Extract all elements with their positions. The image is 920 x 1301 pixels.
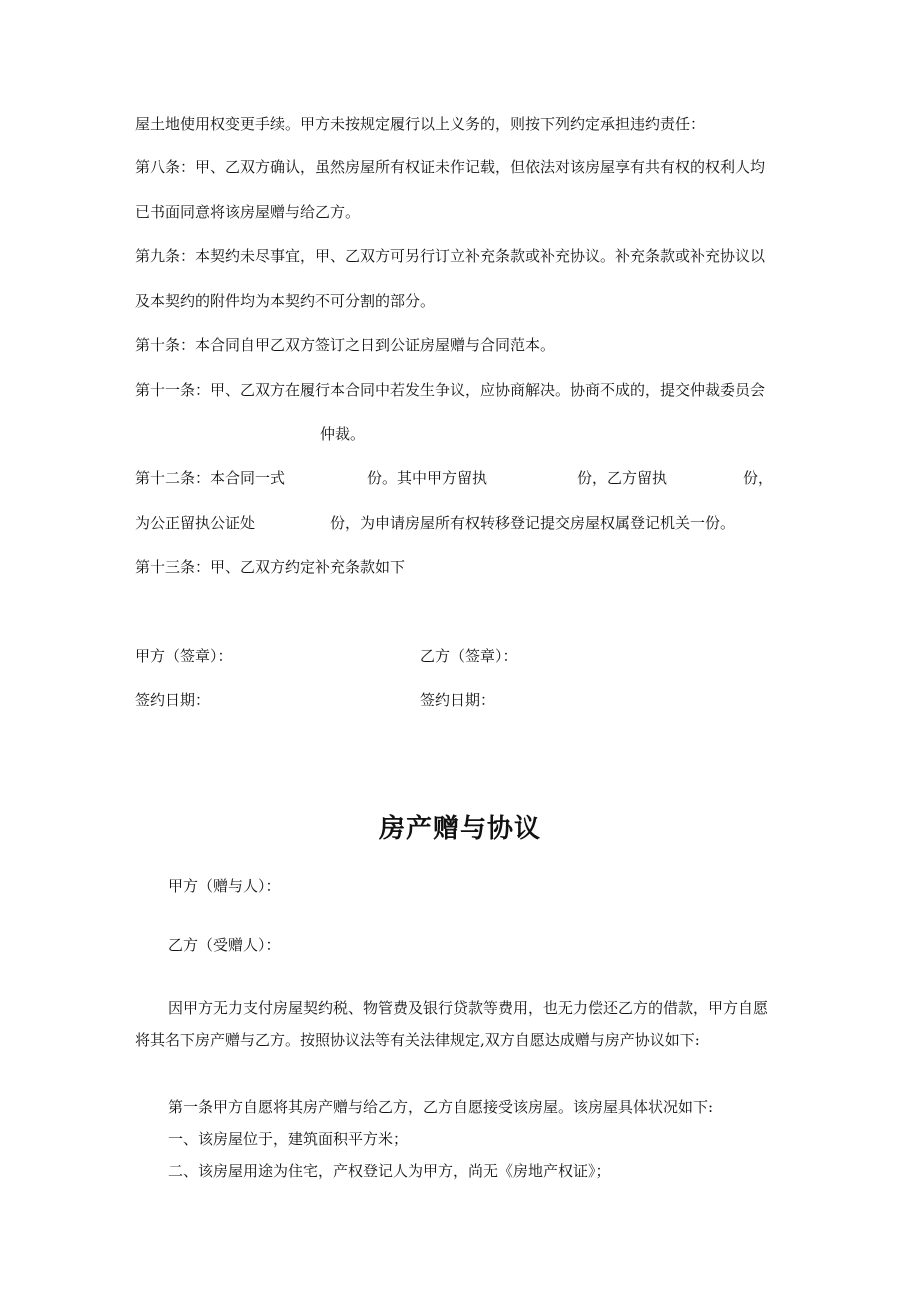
party-a-signature-label: 甲方（签章）： (135, 647, 233, 665)
party-b-signature-label: 乙方（签章）： (420, 647, 518, 665)
item-1: 一、该房屋位于，建筑面积平方米； (168, 1130, 409, 1148)
article-10: 第十条：本合同自甲乙双方签订之日到公证房屋赠与合同范本。 (135, 336, 556, 354)
article-9-line-2: 及本契约的附件均为本契约不可分割的部分。 (135, 292, 436, 310)
article-11-line-1: 第十一条：甲、乙双方在履行本合同中若发生争议，应协商解决。协商不成的，提交仲裁委员会 (135, 381, 766, 399)
agreement-title: 房产赠与协议 (378, 814, 541, 844)
article-8-line-1: 第八条：甲、乙双方确认，虽然房屋所有权证未作记载，但依法对该房屋享有共有权的权利人均 (135, 158, 766, 176)
party-b-date-label: 签约日期： (420, 691, 496, 709)
party-a-date-label: 签约日期： (135, 691, 211, 709)
article-12-text-5: 为公正留执公证处 (135, 514, 256, 532)
item-2: 二、该房屋用途为住宅，产权登记人为甲方，尚无《房地产权证》； (168, 1162, 611, 1180)
article-12-text-2: 份。其中甲方留执 (367, 469, 488, 487)
article-12-text-4: 份， (743, 469, 774, 487)
article-13: 第十三条：甲、乙双方约定补充条款如下 (135, 558, 406, 576)
donor-label: 甲方（赠与人）： (168, 877, 281, 895)
intro-line-2: 将其名下房产赠与乙方。按照协议法等有关法律规定,双方自愿达成赠与房产协议如下: (135, 1031, 700, 1049)
article-8-line-2: 已书面同意将该房屋赠与给乙方。 (135, 203, 361, 221)
article-12-text-1: 第十二条：本合同一式 (135, 469, 286, 487)
article-9-line-1: 第九条：本契约未尽事宜，甲、乙双方可另行订立补充条款或补充协议。补充条款或补充协议以 (135, 247, 766, 265)
donee-label: 乙方（受赠人）： (168, 936, 281, 954)
paragraph-line: 屋土地使用权变更手续。甲方未按规定履行以上义务的，则按下列约定承担违约责任： (135, 115, 706, 133)
article-11-line-2: 仲裁。 (320, 425, 366, 443)
intro-line-1: 因甲方无力支付房屋契约税、物管费及银行贷款等费用，也无力偿还乙方的借款，甲方自愿 (168, 999, 769, 1017)
article-1: 第一条甲方自愿将其房产赠与给乙方，乙方自愿接受该房屋。该房屋具体状况如下: (168, 1098, 714, 1116)
article-12-line-1 (135, 468, 285, 488)
article-12-text-6: 份，为申请房屋所有权转移登记提交房屋权属登记机关一份。 (330, 514, 736, 532)
article-12-text-3: 份，乙方留执 (577, 469, 668, 487)
